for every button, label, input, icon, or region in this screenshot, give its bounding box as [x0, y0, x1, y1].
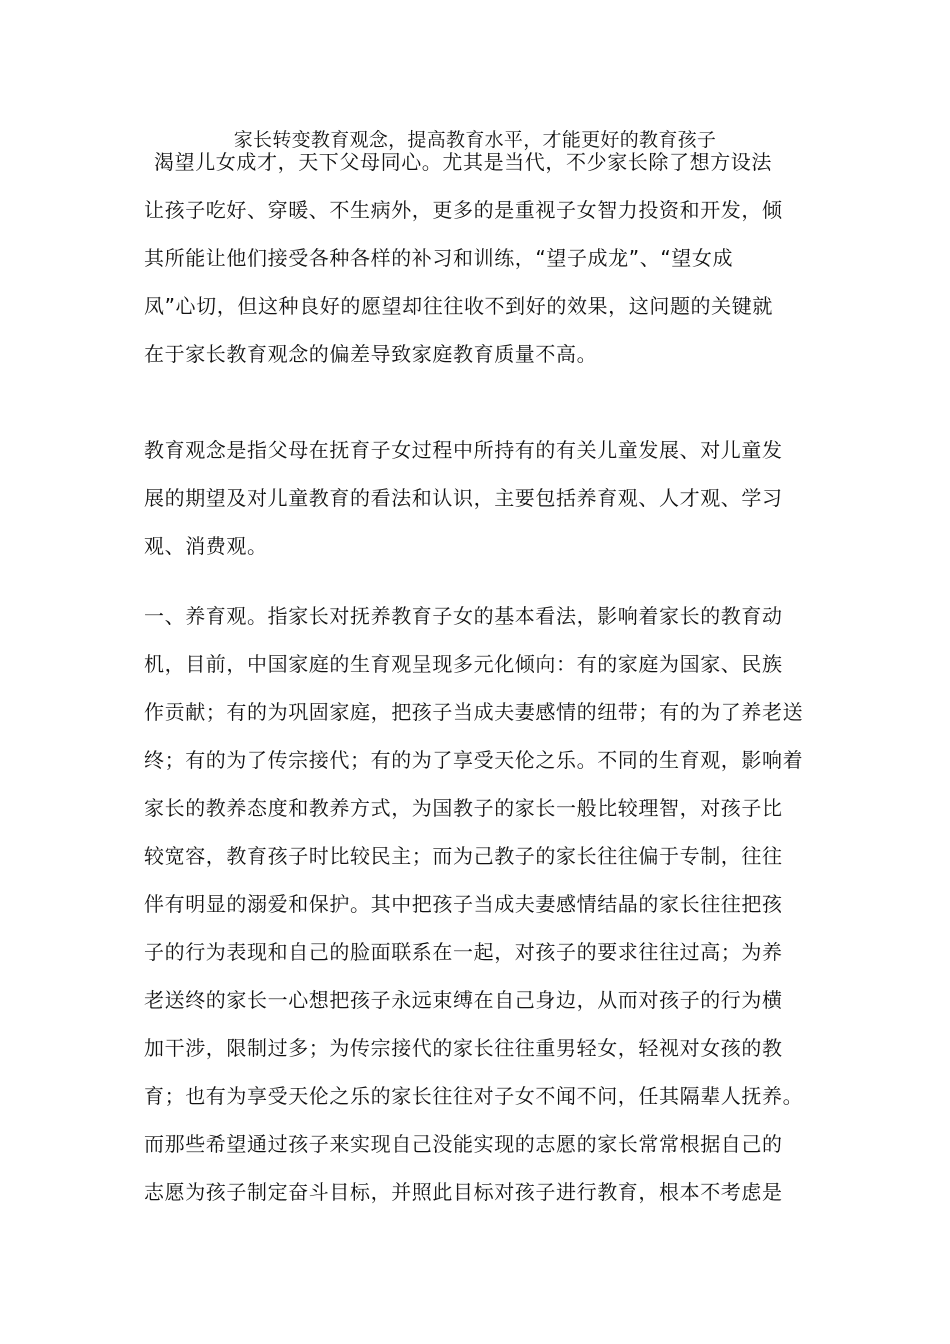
paragraph-line: 老送终的家长一心想把孩子永远束缚在自己身边，从而对孩子的行为横 [144, 988, 783, 1012]
paragraph-line: 加干涉，限制过多；为传宗接代的家长往往重男轻女，轻视对女孩的教 [144, 1036, 783, 1060]
paragraph-line: 在于家长教育观念的偏差导致家庭教育质量不高。 [144, 342, 598, 366]
paragraph-line: 其所能让他们接受各种各样的补习和训练，“望子成龙”、“望女成 [144, 246, 734, 270]
paragraph-line: 终；有的为了传宗接代；有的为了享受天伦之乐。不同的生育观，影响着 [144, 748, 804, 772]
paragraph-line: 展的期望及对儿童教育的看法和认识，主要包括养育观、人才观、学习 [144, 486, 783, 510]
paragraph-line: 育；也有为享受天伦之乐的家长往往对子女不闻不问，任其隔辈人抚养。 [144, 1084, 804, 1108]
paragraph-intro [144, 148, 812, 388]
paragraph-line: 伴有明显的溺爱和保护。其中把孩子当成夫妻感情结晶的家长往往把孩 [144, 892, 783, 916]
paragraph-parenting-view [144, 602, 812, 1226]
paragraph-line: 一、养育观。指家长对抚养教育子女的基本看法，影响着家长的教育动 [144, 604, 783, 628]
paragraph-line: 让孩子吃好、穿暖、不生病外，更多的是重视子女智力投资和开发，倾 [144, 198, 783, 222]
paragraph-line: 渴望儿女成才，天下父母同心。尤其是当代，不少家长除了想方设法 [154, 150, 772, 174]
paragraph-line: 志愿为孩子制定奋斗目标，并照此目标对孩子进行教育，根本不考虑是 [144, 1180, 783, 1204]
paragraph-line: 家长的教养态度和教养方式，为国教子的家长一般比较理智，对孩子比 [144, 796, 783, 820]
paragraph-line: 教育观念是指父母在抚育子女过程中所持有的有关儿童发展、对儿童发 [144, 438, 783, 462]
paragraph-definition [144, 436, 812, 580]
paragraph-line: 机，目前，中国家庭的生育观呈现多元化倾向：有的家庭为国家、民族 [144, 652, 783, 676]
paragraph-line: 作贡献；有的为巩固家庭，把孩子当成夫妻感情的纽带；有的为了养老送 [144, 700, 804, 724]
paragraph-line: 子的行为表现和自己的脸面联系在一起，对孩子的要求往往过高；为养 [144, 940, 783, 964]
paragraph-line: 观、消费观。 [144, 534, 268, 558]
paragraph-line: 凤”心切，但这种良好的愿望却往往收不到好的效果，这问题的关键就 [144, 294, 773, 318]
paragraph-line: 而那些希望通过孩子来实现自己没能实现的志愿的家长常常根据自己的 [144, 1132, 783, 1156]
document-title: 家长转变教育观念，提高教育水平，才能更好的教育孩子 [233, 129, 717, 151]
paragraph-line: 较宽容，教育孩子时比较民主；而为己教子的家长往往偏于专制，往往 [144, 844, 783, 868]
